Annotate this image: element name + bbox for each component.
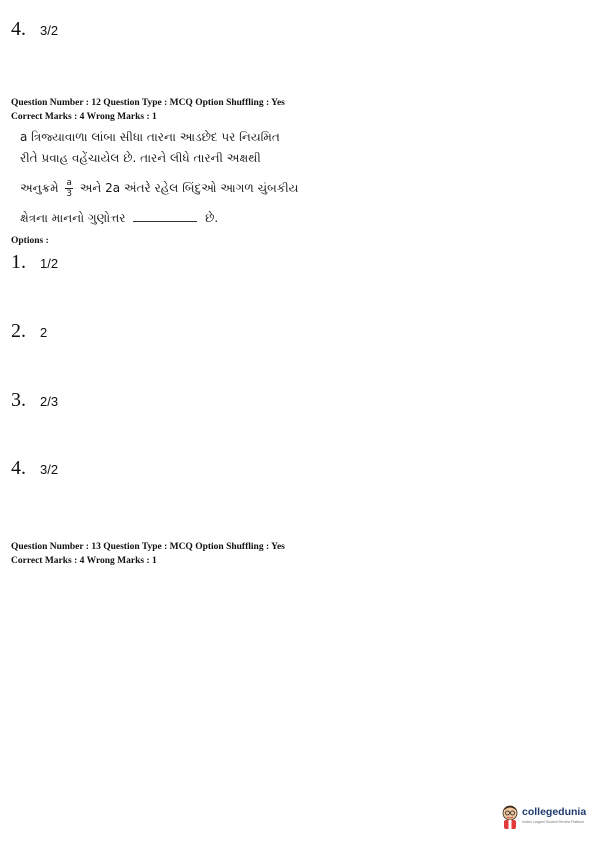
- option-number: 4.: [11, 457, 26, 479]
- fraction-numerator: a: [66, 178, 72, 188]
- option-value: 2: [40, 325, 48, 340]
- option-2[interactable]: [11, 320, 47, 343]
- option-1[interactable]: [11, 251, 58, 274]
- brand-tagline: India's Largest Student Review Platform: [522, 820, 585, 824]
- fraction-denominator: 3: [66, 189, 72, 199]
- question-12-marks: Correct Marks : 4 Wrong Marks : 1: [11, 112, 157, 122]
- question-12-header: Question Number : 12 Question Type : MCQ Option Shuffling : Yes: [11, 98, 285, 108]
- brand-name: collegedunia: [522, 806, 587, 818]
- option-value: 2/3: [40, 394, 59, 409]
- option-4[interactable]: [11, 457, 58, 480]
- text-segment: ક્ષેત્રના માનનો ગુણોત્તર: [20, 211, 126, 225]
- option-3[interactable]: [11, 389, 58, 412]
- option-number: 1.: [11, 251, 26, 273]
- option-number: 3.: [11, 389, 26, 411]
- text-segment: અને 2a અંતરે રહેલ બિંદુઓ આગળ ચુંબકીય: [79, 181, 299, 195]
- question-text-line-1: a ત્રિજ્યાવાળા લાંબા સીધા તારના આડછેદ પર નિયમિત: [20, 130, 280, 144]
- option-number: 2.: [11, 320, 26, 342]
- answer-blank: [133, 211, 197, 222]
- fraction-a-over-3: [65, 178, 73, 199]
- question-text-line-3: [20, 178, 299, 199]
- option-number: 4.: [11, 18, 26, 40]
- mascot-icon: [500, 804, 520, 830]
- option-value: 3/2: [40, 23, 59, 38]
- collegedunia-logo: [500, 804, 590, 832]
- option-value: 1/2: [40, 256, 59, 271]
- option-value: 3/2: [40, 462, 59, 477]
- question-13-marks: Correct Marks : 4 Wrong Marks : 1: [11, 556, 157, 566]
- options-label: Options :: [11, 236, 49, 246]
- question-13-header: Question Number : 13 Question Type : MCQ Option Shuffling : Yes: [11, 542, 285, 552]
- question-text-line-4: [20, 211, 218, 226]
- text-segment: અનુક્રમે: [20, 181, 59, 195]
- question-text-line-2: રીતે પ્રવાહ વહેંચાયેલ છે. તારને લીધે તારની અક્ષથી: [20, 151, 261, 165]
- text-segment: છે.: [205, 211, 219, 225]
- prev-option-4: [11, 18, 58, 41]
